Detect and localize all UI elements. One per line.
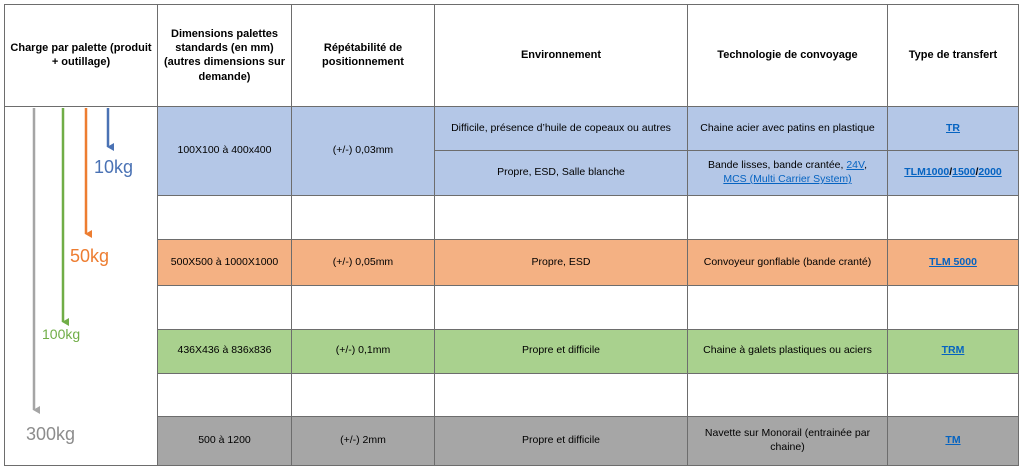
repeatability-cell: (+/-) 0,03mm bbox=[292, 106, 435, 195]
link-1500[interactable]: 1500 bbox=[952, 166, 976, 179]
header-technology: Technologie de convoyage bbox=[688, 5, 888, 107]
technology-text: Bande lisses, bande crantée, bbox=[708, 159, 847, 172]
link-tlm1000[interactable]: TLM1000 bbox=[904, 166, 950, 179]
label-10kg: 10kg bbox=[94, 157, 134, 177]
technology-cell: Chaine à galets plastiques ou aciers bbox=[688, 329, 888, 373]
palette-specs-sheet bbox=[4, 4, 1018, 466]
dimensions-cell: 436X436 à 836x836 bbox=[158, 329, 292, 373]
link-tr[interactable]: TR bbox=[946, 121, 960, 134]
environment-cell: Propre, ESD bbox=[435, 239, 688, 286]
environment-cell: Propre, ESD, Salle blanche bbox=[435, 151, 688, 196]
transfer-cell bbox=[888, 151, 1019, 196]
transfer-cell bbox=[888, 239, 1019, 286]
header-environment: Environnement bbox=[435, 5, 688, 107]
label-50kg: 50kg bbox=[70, 246, 110, 266]
separator: , bbox=[864, 159, 867, 172]
header-transfer: Type de transfert bbox=[888, 5, 1019, 107]
technology-cell: Navette sur Monorail (entrainée par chaine) bbox=[688, 417, 888, 466]
slash: / bbox=[949, 166, 953, 179]
link-tlm5000[interactable]: TLM 5000 bbox=[929, 255, 977, 268]
header-repeatability: Répétabilité de positionnement bbox=[292, 5, 435, 107]
link-24v[interactable]: 24V bbox=[846, 159, 865, 172]
dimensions-cell: 500X500 à 1000X1000 bbox=[158, 239, 292, 286]
link-tm[interactable]: TM bbox=[945, 434, 961, 447]
repeatability-cell: (+/-) 2mm bbox=[292, 417, 435, 466]
link-2000[interactable]: 2000 bbox=[978, 166, 1002, 179]
repeatability-cell: (+/-) 0,05mm bbox=[292, 239, 435, 286]
environment-cell: Propre et difficile bbox=[435, 417, 688, 466]
technology-cell bbox=[688, 151, 888, 196]
header-load: Charge par palette (produit + outillage) bbox=[5, 5, 158, 107]
dimensions-cell: 100X100 à 400x400 bbox=[158, 106, 292, 195]
label-100kg: 100kg bbox=[42, 326, 81, 342]
slash: / bbox=[975, 166, 979, 179]
technology-cell: Chaine acier avec patins en plastique bbox=[688, 106, 888, 151]
transfer-cell bbox=[888, 417, 1019, 466]
environment-cell: Propre et difficile bbox=[435, 329, 688, 373]
transfer-cell bbox=[888, 106, 1019, 151]
environment-cell: Difficile, présence d’huile de copeaux ou autres bbox=[435, 106, 688, 151]
load-arrows bbox=[4, 4, 157, 466]
dimensions-cell: 500 à 1200 bbox=[158, 417, 292, 466]
label-300kg: 300kg bbox=[26, 424, 76, 444]
link-mcs[interactable]: MCS (Multi Carrier System) bbox=[723, 173, 852, 186]
repeatability-cell: (+/-) 0,1mm bbox=[292, 329, 435, 373]
header-dimensions: Dimensions palettes standards (en mm) (autres dimensions sur demande) bbox=[158, 5, 292, 107]
technology-cell: Convoyeur gonflable (bande cranté) bbox=[688, 239, 888, 286]
transfer-cell bbox=[888, 329, 1019, 373]
link-trm[interactable]: TRM bbox=[941, 344, 965, 357]
